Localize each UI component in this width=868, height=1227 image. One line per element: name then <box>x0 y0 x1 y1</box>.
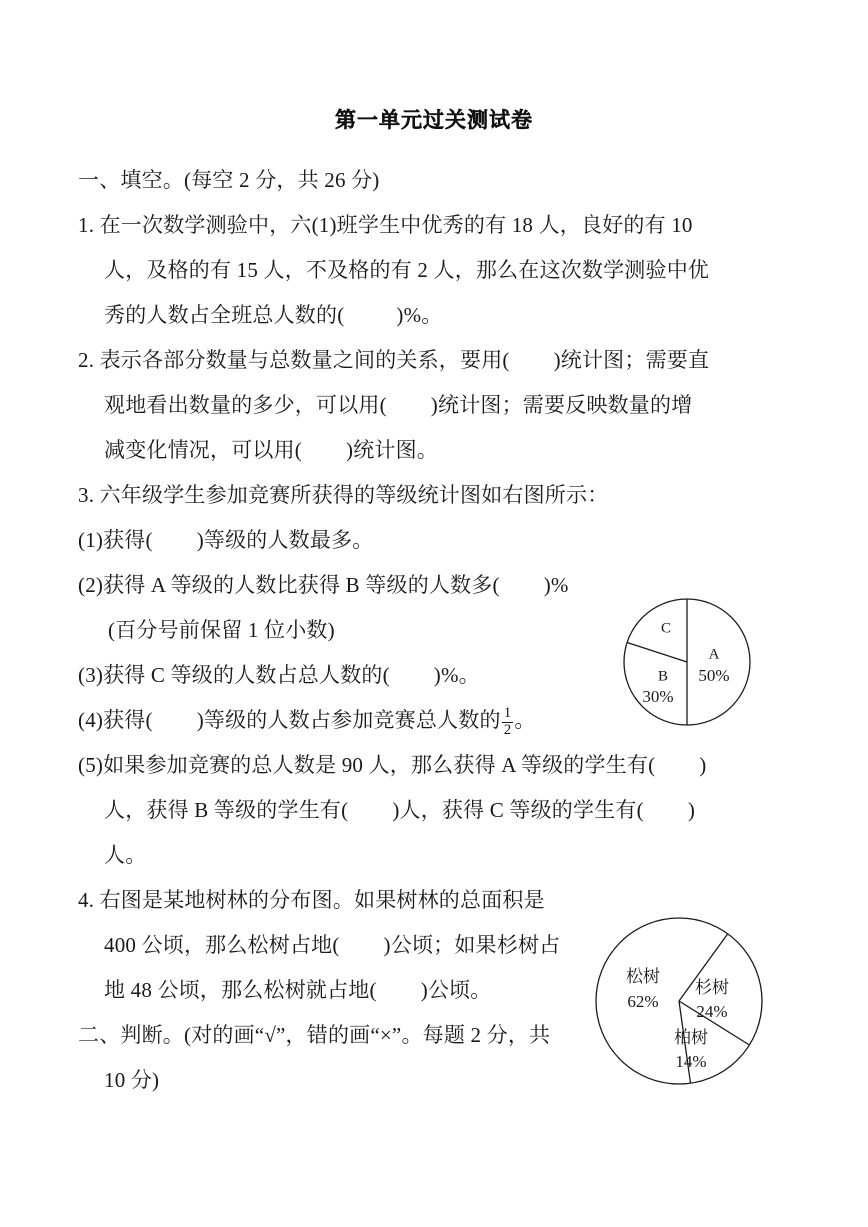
section-two-heading-line-1: 二、判断。(对的画“√”，错的画“×”。每题 2 分，共 <box>78 1023 551 1047</box>
pie-slice-value-shan: 24% <box>696 1001 728 1021</box>
pie-slice-value-bai: 14% <box>675 1051 707 1071</box>
pie-slice-value-a: 50% <box>698 665 730 685</box>
page-title: 第一单元过关测试卷 <box>335 108 533 132</box>
question-2-line-1 <box>78 338 790 383</box>
section-one-heading: 一、填空。(每空 2 分，共 26 分) <box>78 168 380 192</box>
pie-slice-label-b: B <box>657 668 669 685</box>
question-1-line-3-text-b: )%。 <box>396 303 443 327</box>
pie-chart-grades <box>622 597 752 727</box>
question-3-item-5-text-e: ) <box>687 798 696 822</box>
question-2-line-1-text-b: )统计图；需要直 <box>553 348 710 372</box>
question-3-item-5-text-a: (5)如果参加竞赛的总人数是 90 人，那么获得 A 等级的学生有( <box>78 753 656 777</box>
question-3-item-5-line-3: 人。 <box>104 843 147 867</box>
question-1-line-1: 1. 在一次数学测验中，六(1)班学生中优秀的有 18 人，良好的有 10 <box>78 213 693 237</box>
pie-slice-value-song: 62% <box>627 991 659 1011</box>
question-4-line-3-text-a: 地 48 公顷，那么松树就占地( <box>104 978 377 1002</box>
question-3-item-5-text-c: 人，获得 B 等级的学生有( <box>104 798 349 822</box>
pie-chart-grades-svg <box>622 597 752 727</box>
question-2-line-3-text-b: )统计图。 <box>346 438 438 462</box>
question-2-line-2-text-b: )统计图；需要反映数量的增 <box>430 393 693 417</box>
question-1-line-3 <box>78 293 790 338</box>
question-2-line-2-text-a: 观地看出数量的多少，可以用( <box>104 393 387 417</box>
pie-chart-trees-svg <box>594 916 764 1086</box>
question-2-line-1-text-a: 2. 表示各部分数量与总数量之间的关系，要用( <box>78 348 510 372</box>
question-3-stem: 3. 六年级学生参加竞赛所获得的等级统计图如右图所示： <box>78 483 609 507</box>
fraction-denominator: 2 <box>503 721 512 738</box>
question-3-item-5-line-1 <box>78 743 790 788</box>
section-two-heading-line-2: 10 分) <box>104 1068 160 1092</box>
question-1-line-2: 人，及格的有 15 人，不及格的有 2 人，那么在这次数学测验中优 <box>104 258 710 282</box>
question-2-line-3 <box>78 428 790 473</box>
fraction-numerator: 1 <box>503 705 512 722</box>
question-3-item-4-text-a: (4)获得( <box>78 708 153 732</box>
question-1-line-3-text-a: 秀的人数占全班总人数的( <box>104 303 345 327</box>
question-2-line-3-text-a: 减变化情况，可以用( <box>104 438 302 462</box>
question-3-item-2-text-a: (2)获得 A 等级的人数比获得 B 等级的人数多( <box>78 573 500 597</box>
question-3-item-3-text-b: )%。 <box>433 663 480 687</box>
question-3-item-1 <box>78 518 790 563</box>
question-4-line-3-text-b: )公顷。 <box>420 978 492 1002</box>
question-3-item-4-text-b: )等级的人数占参加竞赛总人数的 <box>196 708 501 732</box>
question-3-item-1-text-a: (1)获得( <box>78 528 153 552</box>
pie-slice-label-shan: 杉树 <box>695 977 729 997</box>
pie-chart-trees <box>594 916 764 1086</box>
pie-slice-label-a: A <box>708 646 720 663</box>
pie-slice-label-song: 松树 <box>626 966 660 986</box>
question-3-item-2-text-b: )% <box>543 573 569 597</box>
question-3-item-1-text-b: )等级的人数最多。 <box>196 528 374 552</box>
question-4-line-1: 4. 右图是某地树林的分布图。如果树林的总面积是 <box>78 888 545 912</box>
question-3-item-5-text-b: ) <box>699 753 707 777</box>
pie-slice-value-b: 30% <box>642 686 674 706</box>
question-3-item-3-text-a: (3)获得 C 等级的人数占总人数的( <box>78 663 390 687</box>
fraction-one-half <box>502 706 514 738</box>
pie-slice-label-bai: 柏树 <box>674 1027 708 1047</box>
question-3-item-2-note: (百分号前保留 1 位小数) <box>108 618 335 642</box>
question-3-item-4-text-c: 。 <box>514 708 536 732</box>
question-4-line-2-text-a: 400 公顷，那么松树占地( <box>104 933 340 957</box>
question-4-line-2-text-b: )公顷；如果杉树占 <box>383 933 561 957</box>
question-3-item-5-line-2 <box>78 788 790 833</box>
question-3-item-5-text-d: )人，获得 C 等级的学生有( <box>392 798 644 822</box>
question-2-line-2 <box>78 383 790 428</box>
pie-slice-label-c: C <box>660 620 672 637</box>
